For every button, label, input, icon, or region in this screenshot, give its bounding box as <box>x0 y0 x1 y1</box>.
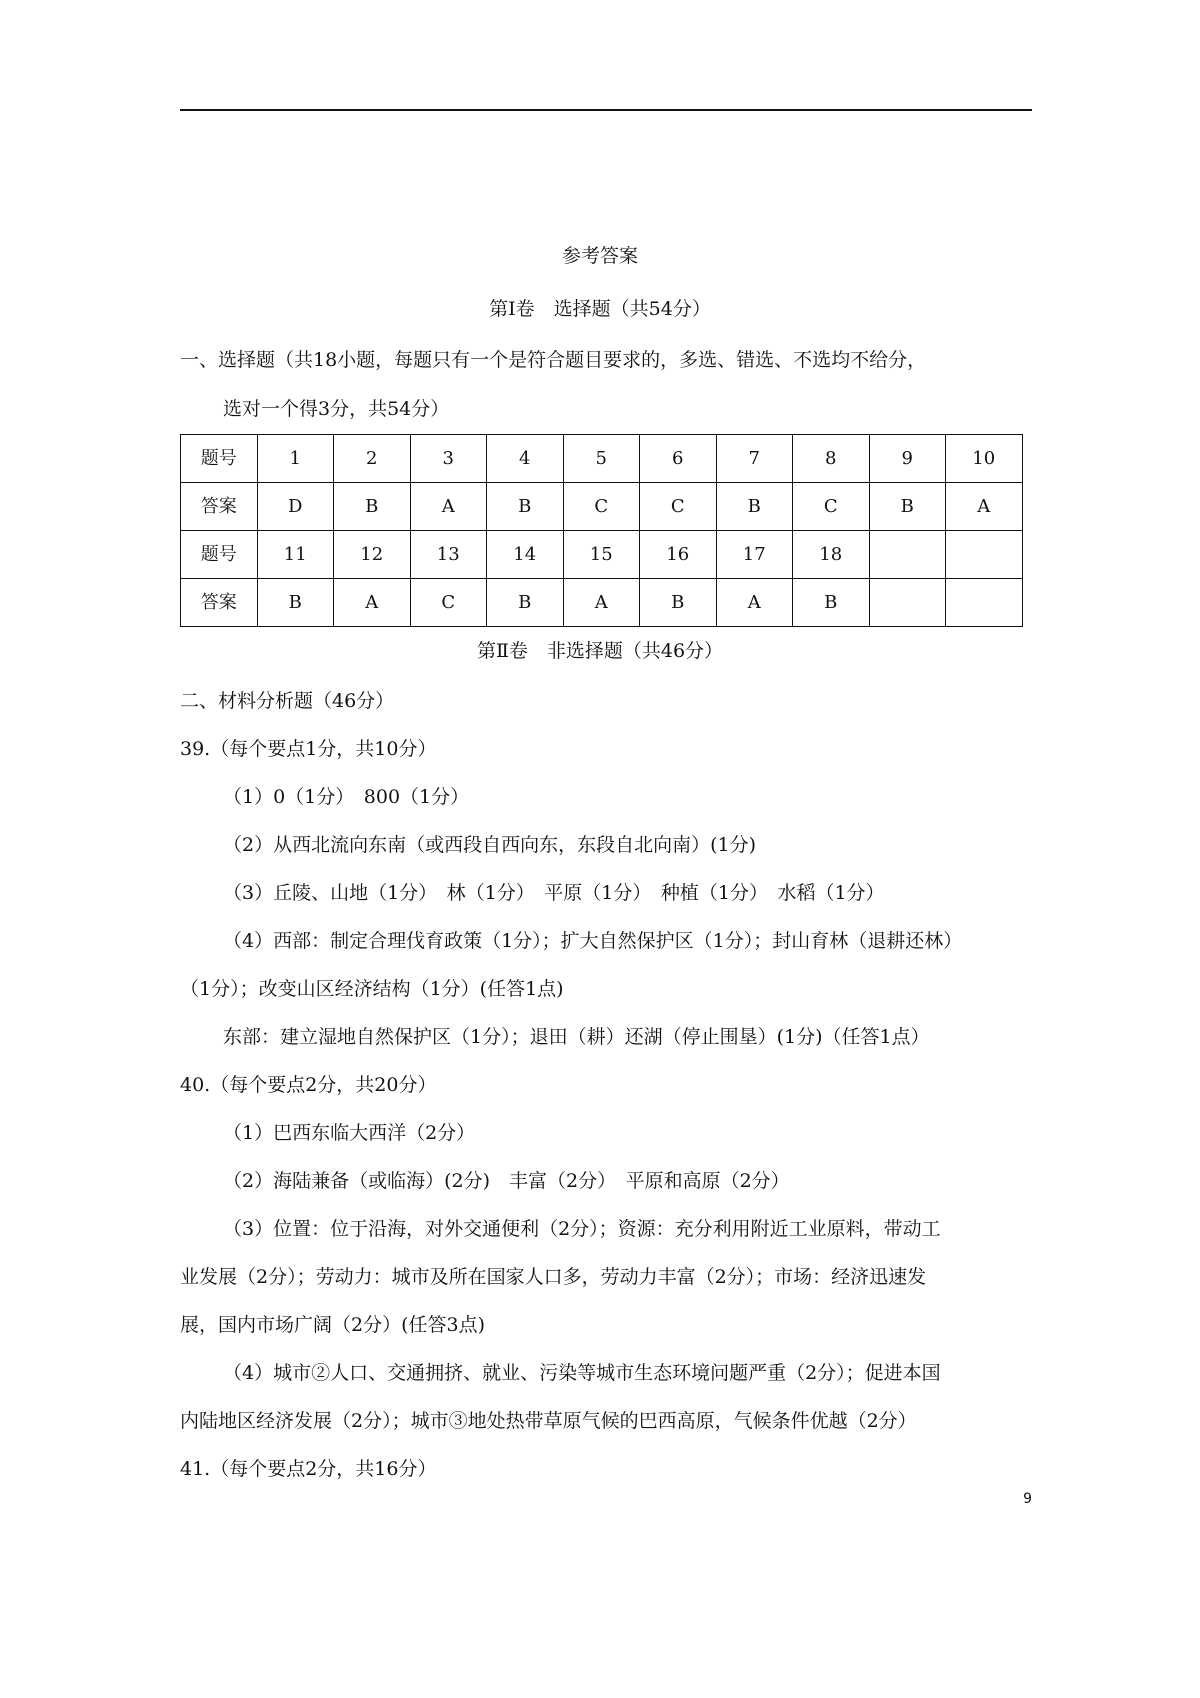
q40-answer-4-line2: 内陆地区经济发展（2分）；城市③地处热带草原气候的巴西高原，气候条件优越（2分） <box>180 1410 917 1432</box>
part2-title: 第Ⅱ卷 非选择题（共46分） <box>476 640 724 662</box>
table-cell: B <box>487 483 564 531</box>
table-cell: 9 <box>869 435 946 483</box>
table-cell: 16 <box>640 531 717 579</box>
table-cell: 1 <box>257 435 334 483</box>
table-cell <box>946 531 1023 579</box>
q40-answer-3-line2: 业发展（2分）；劳动力：城市及所在国家人口多，劳动力丰富（2分）；市场：经济迅速发 <box>180 1266 927 1288</box>
table-row <box>181 435 1023 483</box>
q40-answer-1: （1）巴西东临大西洋（2分） <box>223 1122 476 1144</box>
table-cell: 5 <box>563 435 640 483</box>
q40-answer-3-line3: 展，国内市场广阔（2分）(任答3点) <box>180 1314 486 1336</box>
table-row <box>181 483 1023 531</box>
table-cell: C <box>793 483 870 531</box>
part1-instruction-line1: 一、选择题（共18小题，每题只有一个是符合题目要求的，多选、错选、不选均不给分， <box>180 349 927 371</box>
table-cell <box>946 579 1023 627</box>
q39-header: 39.（每个要点1分，共10分） <box>180 738 437 760</box>
q40-answer-4-line1: （4）城市②人口、交通拥挤、就业、污染等城市生态环境问题严重（2分）；促进本国 <box>223 1362 941 1384</box>
q39-answer-3: （3）丘陵、山地（1分） 林（1分） 平原（1分） 种植（1分） 水稻（1分） <box>223 882 885 904</box>
table-cell: 7 <box>716 435 793 483</box>
page-number: 9 <box>1023 1491 1032 1507</box>
table-cell: C <box>640 483 717 531</box>
table-row <box>181 531 1023 579</box>
q41-header: 41.（每个要点2分，共16分） <box>180 1458 437 1480</box>
table-cell: B <box>257 579 334 627</box>
table-cell: 14 <box>487 531 564 579</box>
table-cell: A <box>410 483 487 531</box>
table-cell <box>869 531 946 579</box>
table-row-header-cell: 题号 <box>181 531 258 579</box>
q40-header: 40.（每个要点2分，共20分） <box>180 1074 437 1096</box>
table-cell: B <box>334 483 411 531</box>
table-cell: D <box>257 483 334 531</box>
table-cell: B <box>716 483 793 531</box>
table-cell: 11 <box>257 531 334 579</box>
q39-answer-4-line2: （1分）；改变山区经济结构（1分）(任答1点) <box>180 978 564 1000</box>
table-cell: A <box>716 579 793 627</box>
q40-answer-2: （2）海陆兼备（或临海）(2分) 丰富（2分） 平原和高原（2分） <box>223 1170 790 1192</box>
table-cell: C <box>563 483 640 531</box>
table-cell: 2 <box>334 435 411 483</box>
header-rule <box>180 109 1032 111</box>
q39-answer-4-line1: （4）西部：制定合理伐育政策（1分）；扩大自然保护区（1分）；封山育林（退耕还林） <box>223 930 963 952</box>
table-cell: B <box>869 483 946 531</box>
table-cell: 15 <box>563 531 640 579</box>
table-cell <box>869 579 946 627</box>
part2-heading: 二、材料分析题（46分） <box>180 690 395 712</box>
table-cell: A <box>946 483 1023 531</box>
table-row-header-cell: 答案 <box>181 483 258 531</box>
table-cell: C <box>410 579 487 627</box>
table-cell: 4 <box>487 435 564 483</box>
document-title: 参考答案 <box>561 245 638 267</box>
table-cell: 8 <box>793 435 870 483</box>
table-row-header-cell: 答案 <box>181 579 258 627</box>
answer-table <box>180 434 1023 627</box>
table-cell: 6 <box>640 435 717 483</box>
table-cell: B <box>793 579 870 627</box>
table-cell: 13 <box>410 531 487 579</box>
table-cell: A <box>334 579 411 627</box>
table-row <box>181 579 1023 627</box>
table-cell: A <box>563 579 640 627</box>
q39-answer-1: （1）0（1分） 800（1分） <box>223 786 470 808</box>
table-cell: 10 <box>946 435 1023 483</box>
q39-answer-2: （2）从西北流向东南（或西段自西向东，东段自北向南）(1分) <box>223 834 757 856</box>
table-cell: 12 <box>334 531 411 579</box>
table-cell: 17 <box>716 531 793 579</box>
table-cell: 18 <box>793 531 870 579</box>
table-row-header-cell: 题号 <box>181 435 258 483</box>
part1-instruction-line2: 选对一个得3分，共54分） <box>223 398 450 420</box>
q39-answer-4-line3: 东部：建立湿地自然保护区（1分）；退田（耕）还湖（停止围垦）(1分)（任答1点） <box>223 1026 930 1048</box>
table-cell: B <box>640 579 717 627</box>
q40-answer-3-line1: （3）位置：位于沿海，对外交通便利（2分）；资源：充分利用附近工业原料，带动工 <box>223 1218 941 1240</box>
part1-title: 第Ⅰ卷 选择题（共54分） <box>489 298 711 320</box>
table-cell: B <box>487 579 564 627</box>
table-cell: 3 <box>410 435 487 483</box>
